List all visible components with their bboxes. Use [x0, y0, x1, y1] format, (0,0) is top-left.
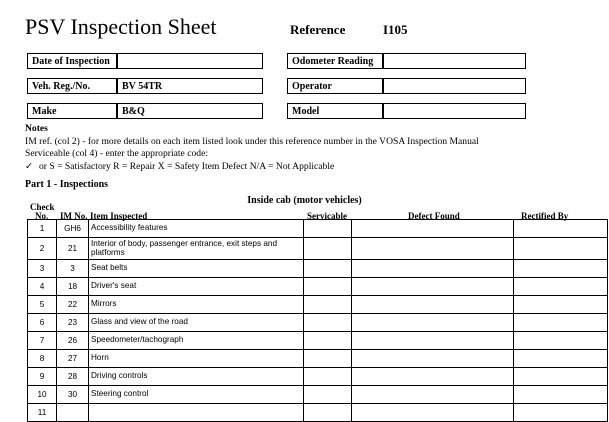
rectified-by-cell[interactable] [514, 368, 608, 386]
item-inspected-cell: Glass and view of the road [89, 314, 304, 332]
serviceable-cell[interactable] [304, 332, 352, 350]
part-title: Part 1 - Inspections [25, 179, 109, 190]
serviceable-cell[interactable] [304, 278, 352, 296]
veh-reg-no-label: Veh. Reg./No. [27, 78, 117, 94]
make-field[interactable]: B&Q [117, 103, 263, 119]
im-no-cell: 23 [57, 314, 89, 332]
serviceable-cell[interactable] [304, 368, 352, 386]
serviceable-cell[interactable] [304, 314, 352, 332]
rectified-by-cell[interactable] [514, 350, 608, 368]
item-inspected-cell: Seat belts [89, 260, 304, 278]
check-no-cell: 1 [28, 220, 57, 238]
serviceable-cell[interactable] [304, 260, 352, 278]
rectified-by-cell[interactable] [514, 260, 608, 278]
check-no-cell: 8 [28, 350, 57, 368]
table-row [28, 220, 608, 238]
defect-found-cell[interactable] [352, 332, 514, 350]
item-inspected-cell: Accessibility features [89, 220, 304, 238]
odometer-reading-field[interactable] [383, 53, 526, 69]
im-no-cell: 3 [57, 260, 89, 278]
table-row [28, 368, 608, 386]
rectified-by-cell[interactable] [514, 238, 608, 260]
defect-found-cell[interactable] [352, 350, 514, 368]
im-no-cell: 18 [57, 278, 89, 296]
notes-codes-text: or S = Satisfactory R = Repair X = Safety Item Defect N/A = Not Applicable [39, 160, 335, 172]
header-im-no: IM No. [60, 211, 88, 221]
rectified-by-cell[interactable] [514, 404, 608, 422]
notes-line-codes [25, 161, 595, 174]
header-rectified-by: Rectified By [521, 211, 569, 221]
table-row [28, 350, 608, 368]
item-inspected-cell: Steering control [89, 386, 304, 404]
rectified-by-cell[interactable] [514, 278, 608, 296]
item-inspected-cell: Speedometer/tachograph [89, 332, 304, 350]
model-field[interactable] [383, 103, 526, 119]
defect-found-cell[interactable] [352, 278, 514, 296]
defect-found-cell[interactable] [352, 260, 514, 278]
rectified-by-cell[interactable] [514, 332, 608, 350]
item-inspected-cell: Horn [89, 350, 304, 368]
im-no-cell: 27 [57, 350, 89, 368]
check-no-cell: 4 [28, 278, 57, 296]
odometer-reading-label: Odometer Reading [287, 53, 383, 69]
header-check: Check [30, 202, 55, 212]
table-row [28, 278, 608, 296]
rectified-by-cell[interactable] [514, 296, 608, 314]
im-no-cell: 22 [57, 296, 89, 314]
rectified-by-cell[interactable] [514, 314, 608, 332]
serviceable-cell[interactable] [304, 404, 352, 422]
date-of-inspection-label: Date of Inspection [27, 53, 117, 69]
im-no-cell: 30 [57, 386, 89, 404]
model-label: Model [287, 103, 383, 119]
serviceable-cell[interactable] [304, 350, 352, 368]
im-no-cell: GH6 [57, 220, 89, 238]
item-inspected-cell [89, 404, 304, 422]
item-inspected-cell: Interior of body, passenger entrance, exit steps and platforms [89, 238, 304, 260]
serviceable-cell[interactable] [304, 220, 352, 238]
check-no-cell: 11 [28, 404, 57, 422]
check-no-cell: 9 [28, 368, 57, 386]
table-row [28, 260, 608, 278]
defect-found-cell[interactable] [352, 220, 514, 238]
table-row [28, 404, 608, 422]
check-no-cell: 3 [28, 260, 57, 278]
serviceable-cell[interactable] [304, 238, 352, 260]
im-no-cell: 21 [57, 238, 89, 260]
header-serviceable: Servicable [307, 211, 347, 221]
operator-label: Operator [287, 78, 383, 94]
notes-line-serviceable: Serviceable (col 4) - enter the appropriate code: [25, 148, 208, 160]
operator-field[interactable] [383, 78, 526, 94]
table-row [28, 332, 608, 350]
veh-reg-no-field[interactable]: BV 54TR [117, 78, 263, 94]
inspection-table [27, 219, 608, 422]
checkmark-icon: ✓ [25, 160, 34, 172]
rectified-by-cell[interactable] [514, 220, 608, 238]
defect-found-cell[interactable] [352, 314, 514, 332]
item-inspected-cell: Mirrors [89, 296, 304, 314]
reference-label: Reference [290, 22, 346, 37]
im-no-cell [57, 404, 89, 422]
item-inspected-cell: Driving controls [89, 368, 304, 386]
check-no-cell: 6 [28, 314, 57, 332]
date-of-inspection-field[interactable] [117, 53, 263, 69]
im-no-cell: 26 [57, 332, 89, 350]
im-no-cell: 28 [57, 368, 89, 386]
table-row [28, 238, 608, 260]
section-title: Inside cab (motor vehicles) [247, 195, 362, 206]
serviceable-cell[interactable] [304, 296, 352, 314]
make-label: Make [27, 103, 117, 119]
table-row [28, 314, 608, 332]
header-defect-found: Defect Found [408, 211, 460, 221]
header-no: No. [35, 211, 49, 221]
defect-found-cell[interactable] [352, 238, 514, 260]
header-item-inspected: Item Inspected [90, 211, 148, 221]
item-inspected-cell: Driver's seat [89, 278, 304, 296]
notes-title: Notes [25, 123, 48, 134]
notes [25, 123, 595, 173]
check-no-cell: 5 [28, 296, 57, 314]
reference-value: I105 [383, 22, 408, 37]
defect-found-cell[interactable] [352, 296, 514, 314]
defect-found-cell[interactable] [352, 368, 514, 386]
notes-line-imref: IM ref. (col 2) - for more details on each item listed look under this reference number in the VOSA Inspection Manual [25, 135, 479, 147]
page-title: PSV Inspection Sheet [25, 14, 217, 39]
check-no-cell: 2 [28, 238, 57, 260]
check-no-cell: 10 [28, 386, 57, 404]
table-row [28, 296, 608, 314]
check-no-cell: 7 [28, 332, 57, 350]
defect-found-cell[interactable] [352, 404, 514, 422]
